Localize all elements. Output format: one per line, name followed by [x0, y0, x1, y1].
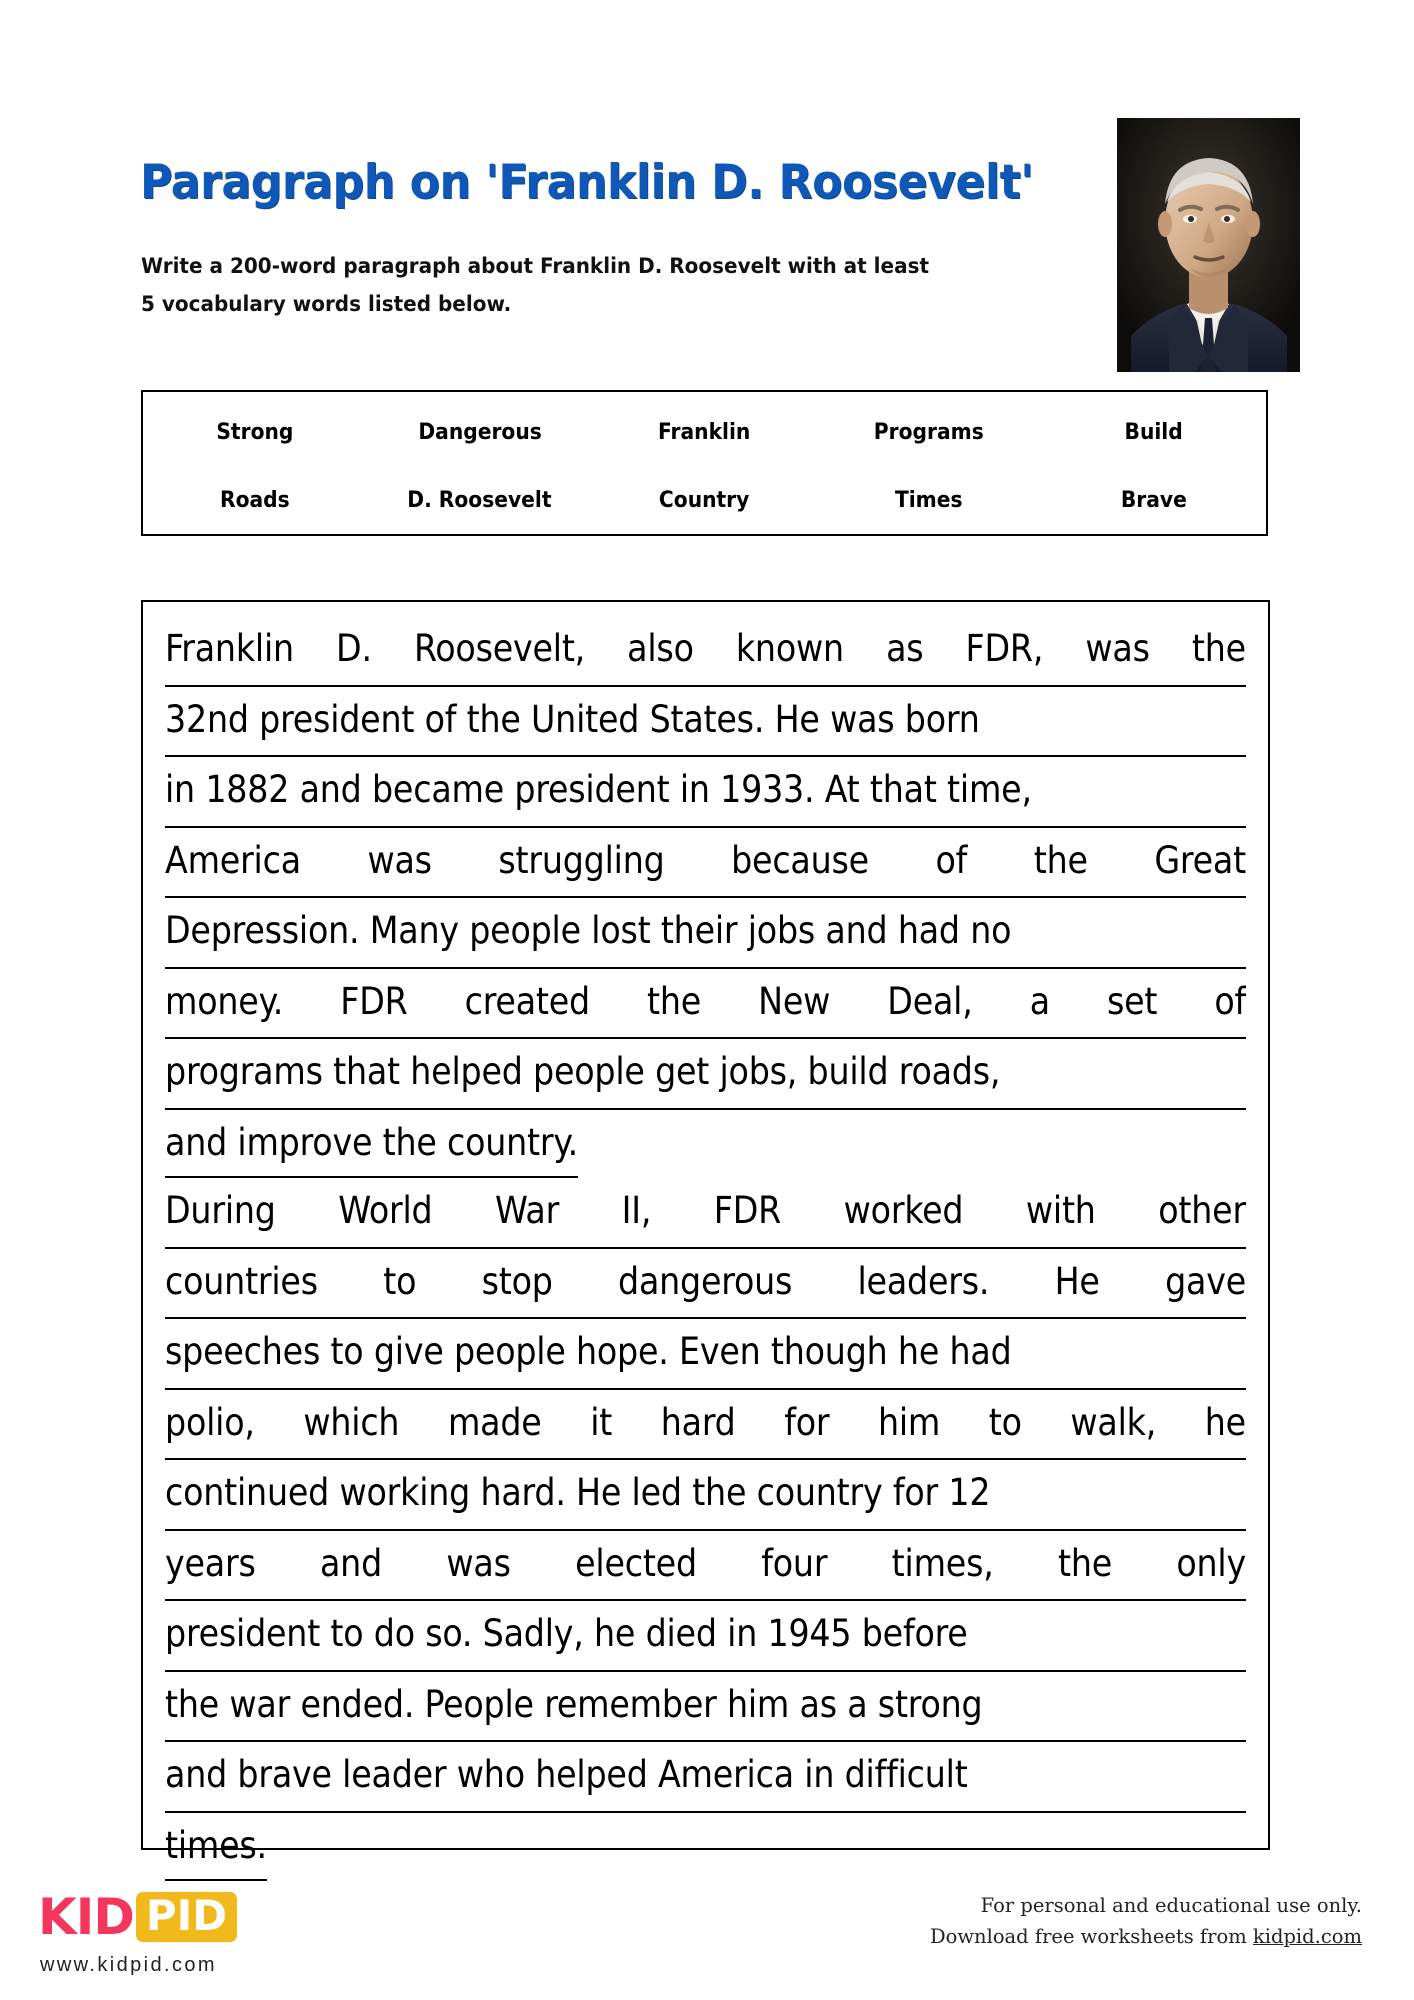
answer-word: the [1191, 627, 1246, 670]
answer-line [165, 1531, 1246, 1602]
answer-word: which [303, 1400, 400, 1444]
answer-line [165, 1813, 1246, 1882]
answer-word: was [446, 1541, 511, 1585]
instruction-line-1: Write a 200-word paragraph about Franklin D. Roosevelt with at least [141, 254, 930, 279]
vocab-word: Dangerous [418, 419, 542, 445]
answer-word: money. [165, 979, 284, 1023]
answer-line: and brave leader who helped America in difficult [165, 1742, 1246, 1813]
footer-note-line-2 [930, 1921, 1362, 1952]
answer-word: as [886, 627, 924, 670]
answer-word: New [758, 979, 831, 1023]
answer-line: 32nd president of the United States. He was born [165, 687, 1246, 758]
answer-word: dangerous [618, 1259, 793, 1303]
answer-word: him [877, 1400, 941, 1444]
answer-word: He [1054, 1259, 1100, 1303]
answer-word: and [319, 1541, 383, 1585]
answer-word: created [464, 979, 590, 1023]
answer-word: leaders. [857, 1259, 990, 1303]
answer-line-text: and improve the country. [165, 1110, 578, 1178]
answer-word: also [627, 627, 694, 670]
vocab-word: D. Roosevelt [407, 487, 553, 513]
vocab-word: Strong [216, 419, 294, 445]
answer-word: made [447, 1400, 542, 1444]
footer-note-line-1: For personal and educational use only. [980, 1894, 1362, 1917]
answer-word: only [1176, 1541, 1246, 1585]
answer-line: continued working hard. He led the country for 12 [165, 1460, 1246, 1531]
answer-line: in 1882 and became president in 1933. At that time, [165, 757, 1246, 828]
answer-line [165, 1390, 1246, 1461]
logo-kid-text: KID [38, 1888, 134, 1946]
page-title: Paragraph on 'Franklin D. Roosevelt' [140, 155, 1034, 210]
answer-word: years [165, 1541, 256, 1585]
answer-word: hard [660, 1400, 736, 1444]
vocab-word: Times [895, 487, 963, 513]
answer-line [165, 1249, 1246, 1320]
answer-line: the war ended. People remember him as a strong [165, 1672, 1246, 1743]
answer-word: Franklin [165, 627, 294, 670]
answer-word: set [1106, 979, 1158, 1023]
answer-word: because [731, 838, 869, 882]
answer-line-text: times. [165, 1813, 267, 1881]
vocab-word: Country [659, 487, 750, 513]
answer-line [165, 616, 1246, 687]
answer-line: speeches to give people hope. Even though he had [165, 1319, 1246, 1390]
answer-word: it [590, 1400, 613, 1444]
answer-word: gave [1165, 1259, 1246, 1303]
answer-word: FDR, [965, 627, 1044, 670]
answer-line [165, 969, 1246, 1040]
answer-line [165, 1178, 1246, 1249]
answer-word: countries [165, 1259, 318, 1303]
footer-usage-note [930, 1890, 1362, 1952]
instruction-text [141, 248, 1034, 324]
answer-word: times, [891, 1541, 994, 1585]
answer-paragraph [165, 616, 1246, 1881]
answer-word: worked [843, 1189, 964, 1232]
answer-word: the [647, 979, 702, 1023]
answer-line [165, 1110, 1246, 1179]
answer-word: other [1158, 1189, 1246, 1232]
vocab-word: Build [1124, 419, 1183, 445]
portrait-illustration [1117, 118, 1300, 372]
answer-word: During [165, 1189, 276, 1232]
answer-word: for [784, 1400, 830, 1444]
answer-line: president to do so. Sadly, he died in 1945 before [165, 1601, 1246, 1672]
worksheet-footer [0, 1880, 1414, 2000]
answer-word: elected [575, 1541, 697, 1585]
answer-word: to [988, 1400, 1022, 1444]
answer-word: polio, [165, 1400, 255, 1444]
answer-word: D. [336, 627, 372, 670]
answer-word: FDR [713, 1189, 782, 1232]
vocabulary-word-box [141, 390, 1268, 536]
answer-word: to [383, 1259, 417, 1303]
answer-line: Depression. Many people lost their jobs and had no [165, 898, 1246, 969]
answer-word: walk, [1070, 1400, 1157, 1444]
answer-word: the [1033, 838, 1088, 882]
vocab-word: Programs [874, 419, 985, 445]
vocabulary-grid [143, 392, 1266, 534]
answer-word: Great [1154, 838, 1246, 882]
answer-word: known [735, 627, 844, 670]
footer-note-prefix: Download free worksheets from [929, 1925, 1253, 1948]
answer-line: programs that helped people get jobs, build roads, [165, 1039, 1246, 1110]
logo-pid-text: PID [145, 1891, 228, 1940]
answer-word: World [338, 1189, 433, 1232]
answer-word: was [1085, 627, 1150, 670]
kidpid-logo[interactable] [38, 1888, 237, 1946]
answer-word: Deal, [887, 979, 973, 1023]
answer-word: America [165, 838, 301, 882]
franklin-d-roosevelt-portrait [1117, 118, 1300, 372]
answer-word: II, [621, 1189, 652, 1232]
answer-word: a [1029, 979, 1050, 1023]
answer-word: he [1204, 1400, 1246, 1444]
answer-word: with [1025, 1189, 1096, 1232]
vocab-word: Roads [220, 487, 291, 513]
vocab-word: Franklin [658, 419, 751, 445]
answer-word: of [1214, 979, 1246, 1023]
answer-word: FDR [340, 979, 408, 1023]
answer-area[interactable] [141, 600, 1270, 1867]
kidpid-link[interactable]: kidpid.com [1252, 1925, 1362, 1948]
logo-pid-badge [136, 1892, 237, 1942]
answer-word: War [495, 1189, 560, 1232]
answer-word: struggling [498, 838, 665, 882]
logo-website-url[interactable]: www.kidpid.com [40, 1954, 217, 1976]
answer-word: four [761, 1541, 828, 1585]
answer-line [165, 828, 1246, 899]
answer-word: stop [481, 1259, 553, 1303]
answer-word: Roosevelt, [413, 627, 586, 670]
answer-word: of [935, 838, 968, 882]
worksheet-header [0, 0, 1414, 400]
instruction-line-2: 5 vocabulary words listed below. [141, 292, 512, 317]
answer-word: was [367, 838, 432, 882]
answer-word: the [1057, 1541, 1113, 1585]
vocab-word: Brave [1120, 487, 1187, 513]
